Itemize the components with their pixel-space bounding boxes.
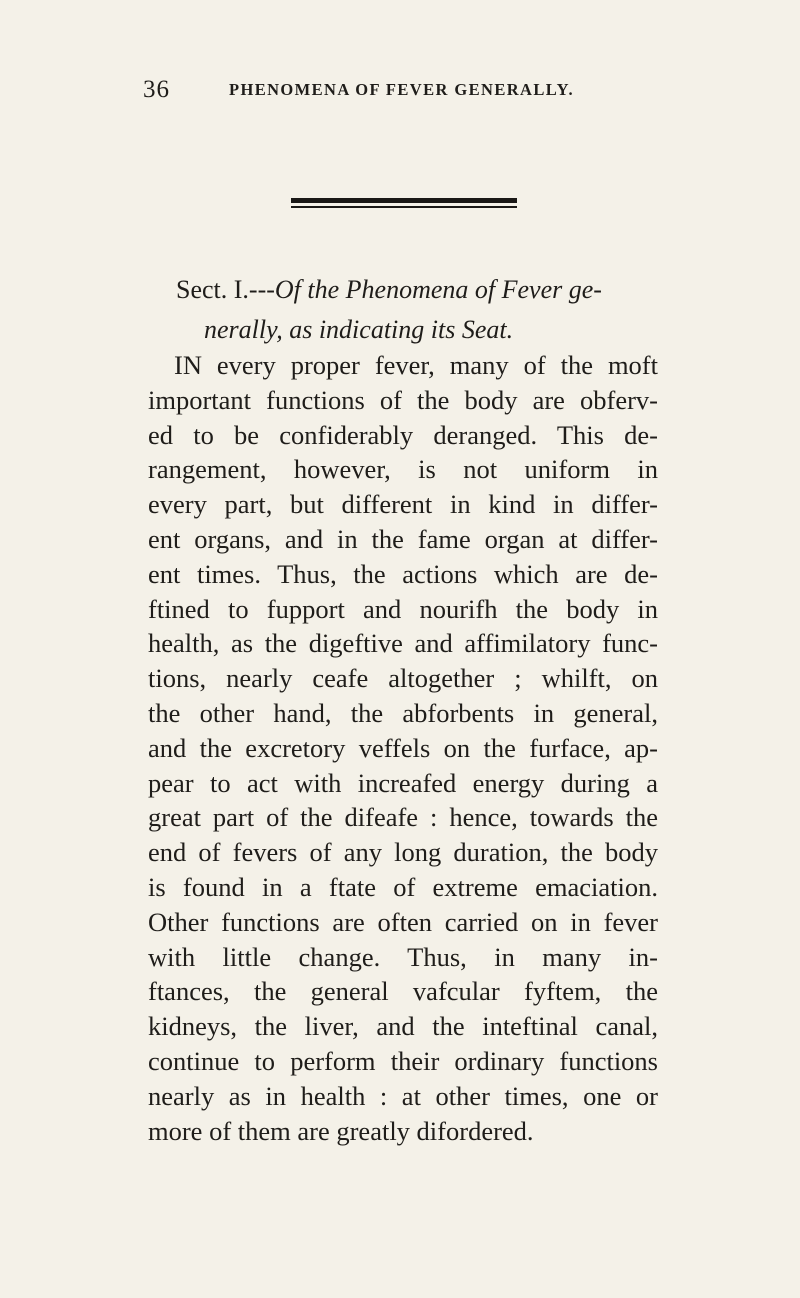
body-line: more of them are greatly difordered. (148, 1115, 534, 1146)
body-line: ent organs, and in the fame organ at differ- (148, 523, 658, 554)
body-line: end of fevers of any long duration, the body (148, 837, 658, 868)
section-dash: --- (248, 275, 275, 304)
body-line: great part of the difeafe : hence, towards the (148, 802, 658, 833)
body-line: ftined to fupport and nourifh the body in (148, 593, 658, 624)
section-title-part-1: Of the Phenomena of Fever ge- (274, 275, 602, 304)
body-line: Other functions are often carried on in fever (148, 906, 658, 937)
running-head (143, 76, 703, 106)
body-line: the other hand, the abforbents in general, (148, 697, 658, 728)
body-line: IN every proper fever, many of the moft (174, 350, 658, 380)
body-line: ent times. Thus, the actions which are de- (148, 558, 658, 589)
body-line: with little change. Thus, in many in- (148, 941, 658, 972)
page-number: 36 (143, 76, 170, 103)
section-label: Sect. I. (176, 275, 249, 304)
body-line: and the excretory veffels on the furface, ap- (148, 732, 658, 763)
running-head-title: PHENOMENA OF FEVER GENERALLY. (229, 80, 574, 99)
body-line: kidneys, the liver, and the inteftinal canal, (148, 1011, 658, 1042)
body-line: ed to be confiderably deranged. This de- (148, 419, 658, 450)
section-heading (176, 270, 676, 350)
body-line: ftances, the general vafcular fyftem, the (148, 976, 658, 1007)
body-line: health, as the digeftive and affimilatory func- (148, 628, 658, 659)
body-line: tions, nearly ceafe altogether ; whilft, on (148, 663, 658, 694)
body-line: nearly as in health : at other times, one or (148, 1080, 658, 1111)
body-line: continue to perform their ordinary functions (148, 1045, 658, 1076)
section-title-part-2: nerally, as indicating its Seat. (204, 315, 514, 344)
body-line: rangement, however, is not uniform in (148, 454, 658, 485)
body-line: every part, but different in kind in differ- (148, 489, 658, 520)
section-rule-thin (291, 206, 517, 208)
body-line: pear to act with increafed energy during a (148, 767, 658, 798)
section-rule-thick (291, 198, 517, 203)
body-line: important functions of the body are obferv- (148, 384, 658, 415)
section-heading-line-1 (176, 270, 676, 310)
body-paragraph (148, 348, 658, 1148)
body-line: is found in a ftate of extreme emaciation. (148, 871, 658, 902)
